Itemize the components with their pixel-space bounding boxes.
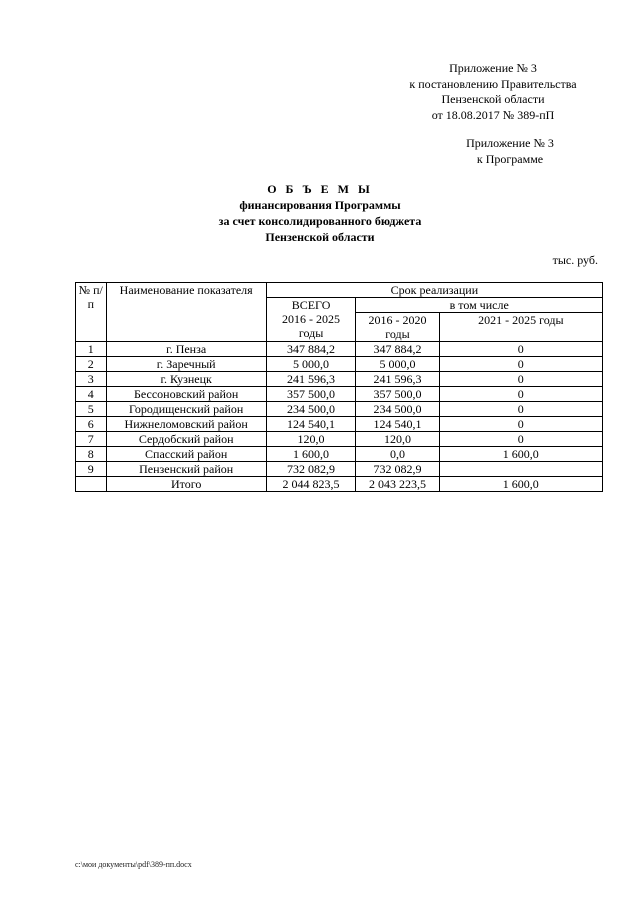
header-including: в том числе [356, 298, 603, 313]
cell-total: 1 600,0 [266, 447, 356, 462]
title-line: за счет консолидированного бюджета [218, 214, 422, 228]
header-number: № п/п [76, 283, 107, 342]
cell-no: 4 [76, 387, 107, 402]
table-row [76, 357, 603, 372]
cell-no: 6 [76, 417, 107, 432]
appendix-line: к Программе [476, 151, 544, 166]
cell-name: Спасский район [106, 447, 266, 462]
cell-period-2: 0 [439, 372, 602, 387]
cell-no: 8 [76, 447, 107, 462]
footer-file-path: c:\мои документы\pdf\389-пп.docx [75, 860, 192, 869]
header-period-2: 2021 - 2025 годы [439, 313, 602, 342]
cell-total: 124 540,1 [266, 417, 356, 432]
units-label: тыс. руб. [552, 253, 598, 267]
table-row [76, 447, 603, 462]
cell-period-2: 0 [439, 402, 602, 417]
cell-no: 3 [76, 372, 107, 387]
cell-period-1: 234 500,0 [356, 402, 439, 417]
cell-total: 347 884,2 [266, 342, 356, 357]
cell-no [76, 477, 107, 492]
cell-no: 1 [76, 342, 107, 357]
cell-period-1: 0,0 [356, 447, 439, 462]
header-period: Срок реализации [266, 283, 602, 298]
cell-period-2: 0 [439, 432, 602, 447]
cell-total: 2 044 823,5 [266, 477, 356, 492]
header-total [266, 298, 356, 342]
appendix-line: Пензенской области [441, 92, 545, 106]
appendix-line: к постановлению Правительства [409, 76, 577, 91]
cell-no: 2 [76, 357, 107, 372]
cell-total: 120,0 [266, 432, 356, 447]
cell-name: г. Кузнецк [106, 372, 266, 387]
cell-period-2: 0 [439, 417, 602, 432]
table-row [76, 387, 603, 402]
table-row [76, 342, 603, 357]
table-row [76, 372, 603, 387]
cell-period-2: 0 [439, 357, 602, 372]
cell-total: 357 500,0 [266, 387, 356, 402]
cell-period-2: 0 [439, 387, 602, 402]
header-total-years: 2016 - 2025 годы [282, 312, 341, 340]
header-name: Наименование показателя [106, 283, 266, 342]
table-row [76, 462, 603, 477]
appendix-line: Приложение № 3 [466, 136, 554, 150]
table-row-total [76, 477, 603, 492]
appendix-header-resolution [393, 61, 593, 123]
cell-period-1: 120,0 [356, 432, 439, 447]
cell-period-1: 347 884,2 [356, 342, 439, 357]
cell-name: Сердобский район [106, 432, 266, 447]
cell-name: Нижнеломовский район [106, 417, 266, 432]
cell-period-2: 0 [439, 342, 602, 357]
cell-period-1: 5 000,0 [356, 357, 439, 372]
cell-name: Городищенский район [106, 402, 266, 417]
header-total-label: ВСЕГО [291, 298, 331, 312]
cell-name: г. Заречный [106, 357, 266, 372]
cell-name: Пензенский район [106, 462, 266, 477]
cell-no: 5 [76, 402, 107, 417]
cell-name: г. Пенза [106, 342, 266, 357]
appendix-line: Приложение № 3 [449, 61, 537, 75]
table-row [76, 417, 603, 432]
cell-name: Бессоновский район [106, 387, 266, 402]
cell-total: 732 082,9 [266, 462, 356, 477]
header-period-1: 2016 - 2020 годы [356, 313, 439, 342]
title-line: Пензенской области [265, 230, 375, 244]
cell-total: 234 500,0 [266, 402, 356, 417]
cell-total: 241 596,3 [266, 372, 356, 387]
cell-period-2: 1 600,0 [439, 477, 602, 492]
appendix-line: от 18.08.2017 № 389-пП [431, 107, 555, 122]
cell-period-1: 2 043 223,5 [356, 477, 439, 492]
table-row [76, 402, 603, 417]
document-title [0, 181, 640, 245]
cell-period-1: 241 596,3 [356, 372, 439, 387]
cell-period-2: 1 600,0 [439, 447, 602, 462]
cell-name: Итого [106, 477, 266, 492]
financing-table [75, 282, 603, 492]
cell-period-1: 124 540,1 [356, 417, 439, 432]
cell-total: 5 000,0 [266, 357, 356, 372]
appendix-header-program [430, 136, 590, 167]
cell-period-1: 732 082,9 [356, 462, 439, 477]
title-line: финансирования Программы [239, 198, 401, 212]
cell-period-2 [439, 462, 602, 477]
table-row [76, 432, 603, 447]
cell-period-1: 357 500,0 [356, 387, 439, 402]
title-line: О Б Ъ Е М Ы [267, 182, 373, 196]
cell-no: 7 [76, 432, 107, 447]
cell-no: 9 [76, 462, 107, 477]
